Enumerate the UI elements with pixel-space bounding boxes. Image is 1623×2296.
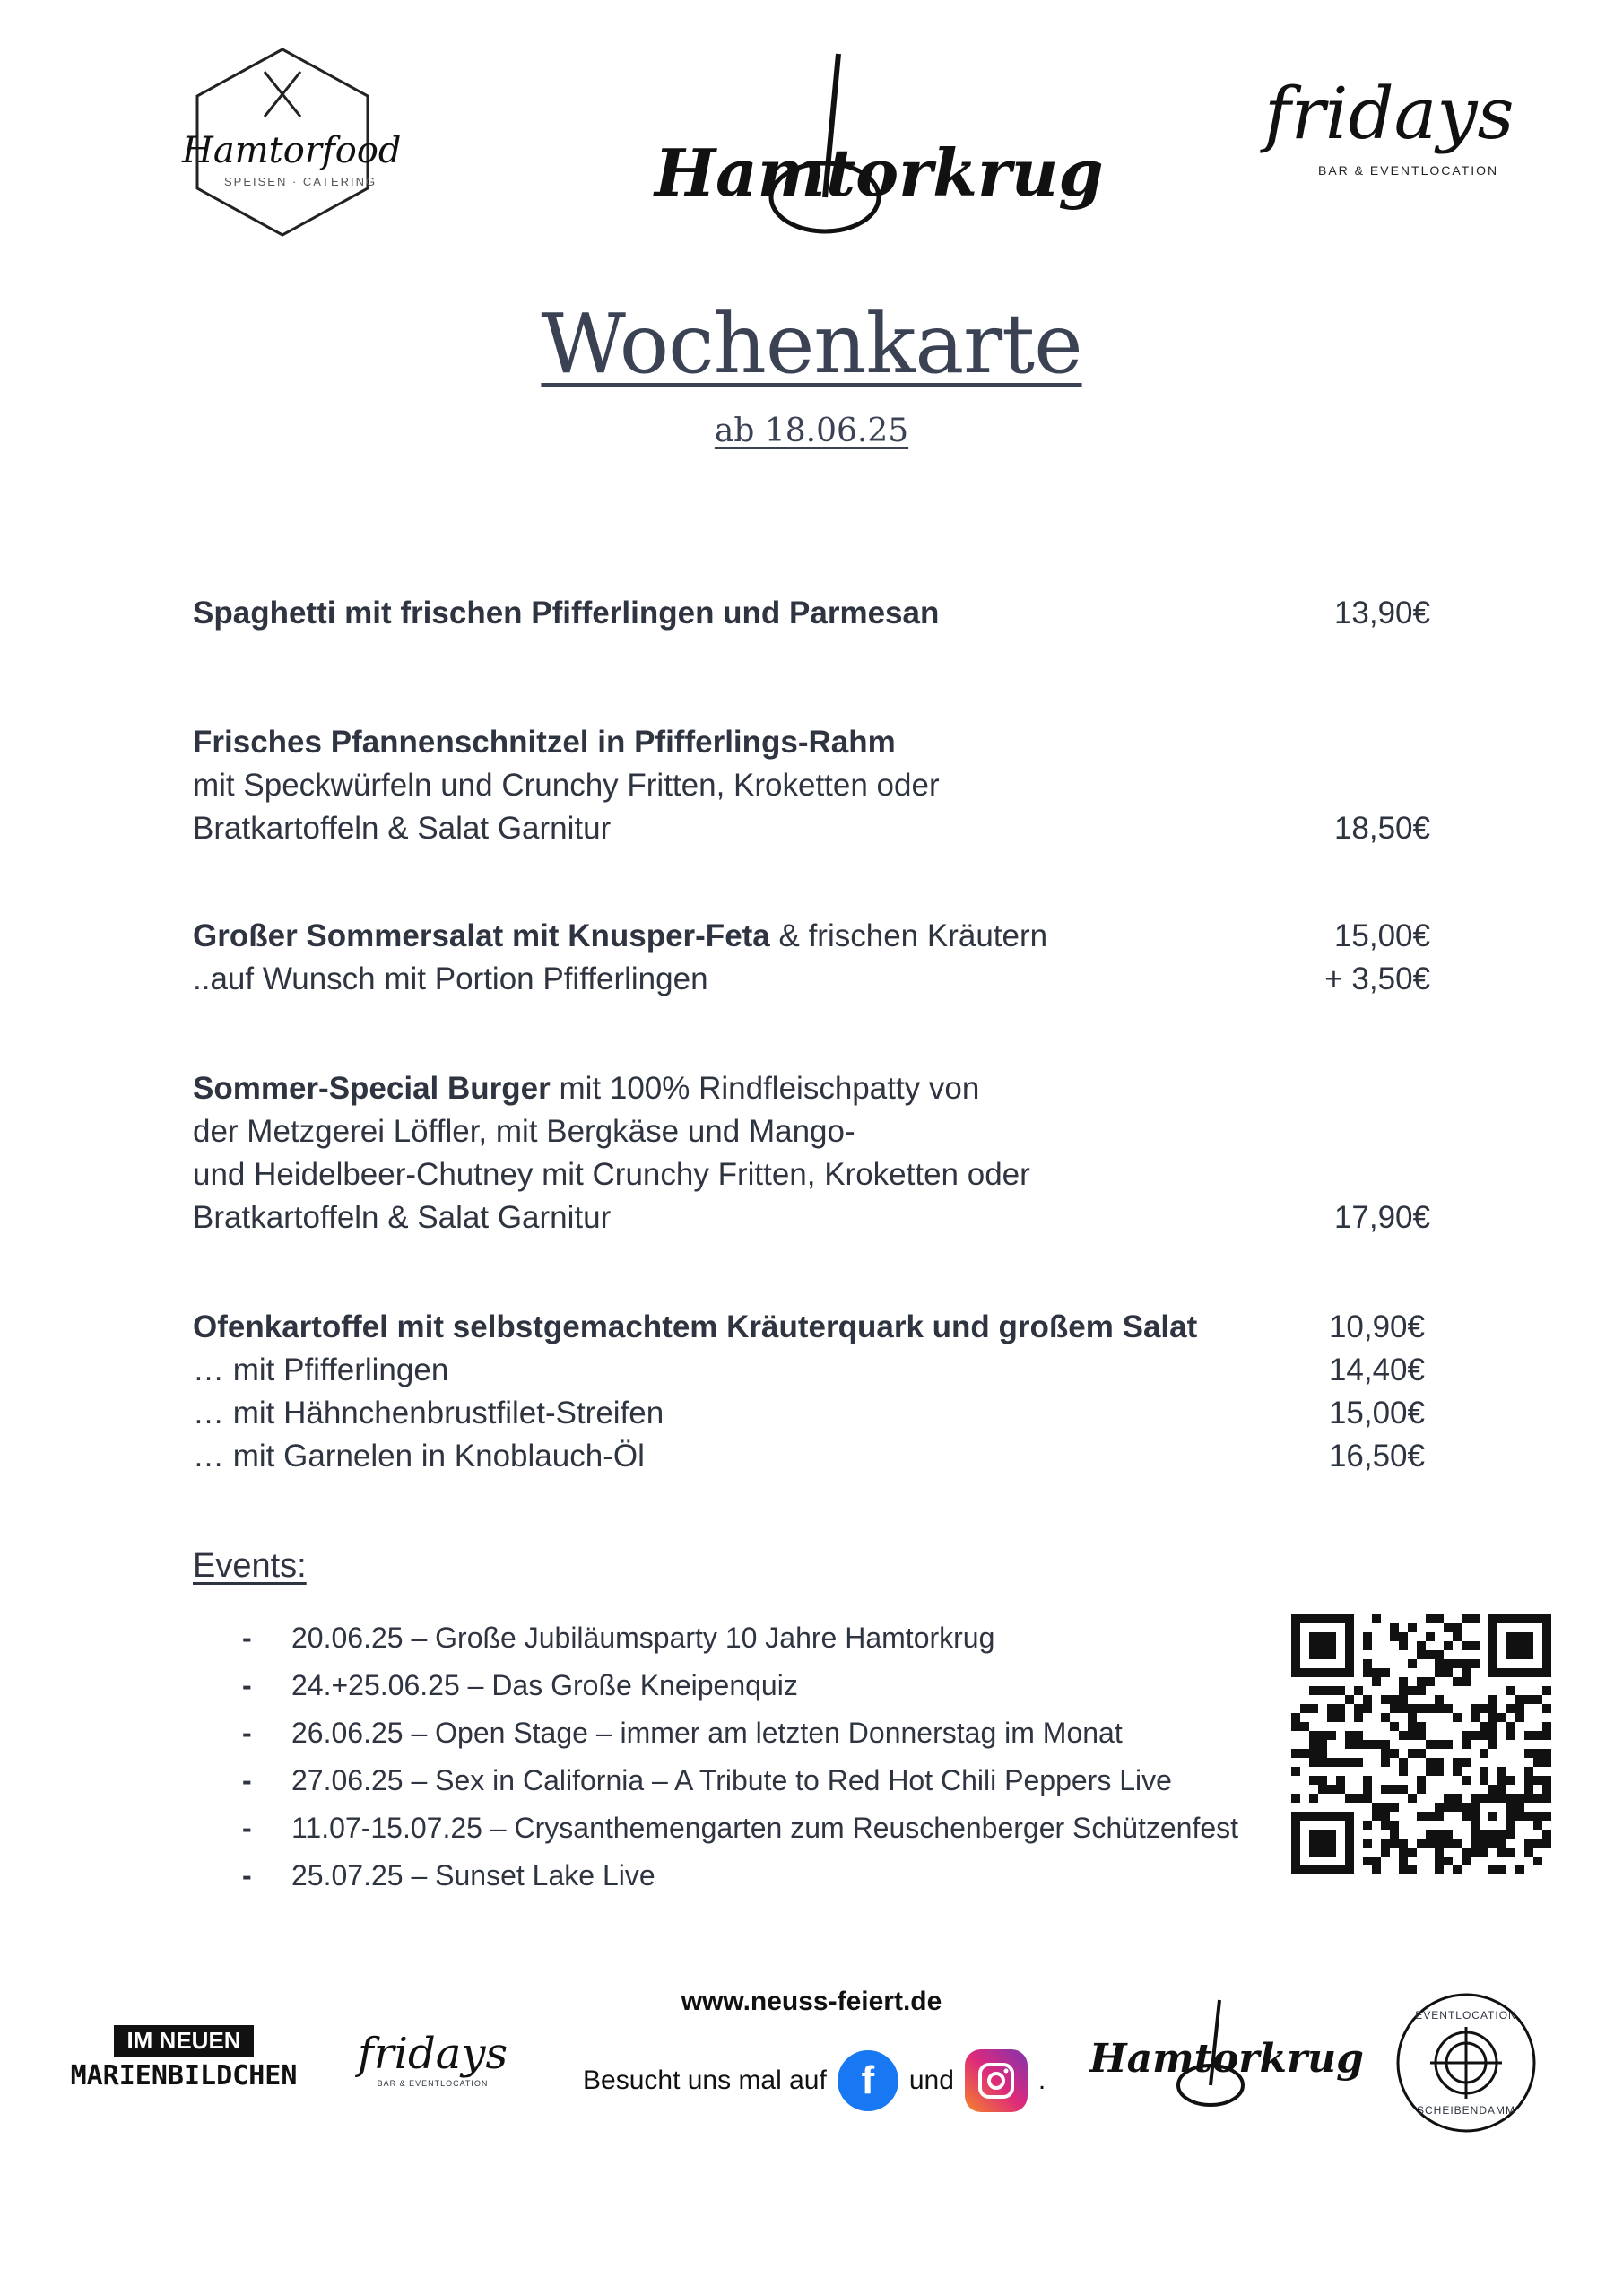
dish-text: ..auf Wunsch mit Portion Pfifferlingen	[193, 961, 708, 996]
event-text: 11.07-15.07.25 – Crysanthemengarten zum Reuschenberger Schützenfest	[291, 1812, 1239, 1844]
dish-text: mit Speckwürfeln und Crunchy Fritten, Kroketten oder	[193, 768, 940, 803]
menu-item	[193, 721, 1430, 850]
dish-price: 10,90€	[1328, 1309, 1425, 1344]
hamtorkrug-logo	[646, 36, 1104, 260]
marienbildchen-logo	[63, 2018, 305, 2099]
marienbildchen-top: IM NEUEN	[114, 2025, 253, 2057]
menu-line	[193, 807, 1430, 850]
dish-price: 13,90€	[1333, 596, 1430, 631]
event-item	[242, 1662, 1282, 1709]
dish-price: 18,50€	[1333, 811, 1430, 846]
fridays-name: fridays	[1264, 72, 1515, 155]
dish-price: 15,00€	[1333, 918, 1430, 953]
fridays-sub: BAR & EVENTLOCATION	[1318, 163, 1499, 178]
menu-line	[193, 764, 1430, 807]
dish-text: und Heidelbeer-Chutney mit Crunchy Fritten, Kroketten oder	[193, 1157, 1030, 1192]
menu-line	[193, 958, 1430, 1001]
dish-price	[1287, 764, 1430, 807]
event-dash: -	[242, 1859, 252, 1892]
dish-title: Ofenkartoffel mit selbstgemachtem Kräuterquark und großem Salat	[193, 1309, 1198, 1344]
event-dash: -	[242, 1717, 252, 1749]
social-line	[583, 2049, 1046, 2112]
dish-price: 16,50€	[1328, 1439, 1425, 1474]
fridays-footer-name: fridays	[357, 2029, 508, 2079]
event-item	[242, 1805, 1282, 1852]
dish-title: Sommer-Special Burger	[193, 1071, 551, 1106]
menu-line	[193, 1067, 1430, 1110]
hamtorfood-logo	[175, 40, 402, 242]
hamtorfood-name: Hamtorfood	[182, 130, 402, 171]
dish-text: Bratkartoffeln & Salat Garnitur	[193, 1200, 612, 1235]
dish-price: 14,40€	[1328, 1352, 1425, 1387]
social-text: Besucht uns mal auf	[583, 2066, 827, 2095]
event-text: 25.07.25 – Sunset Lake Live	[291, 1859, 655, 1892]
eventlocation-top: EVENTLOCATION	[1415, 2009, 1517, 2022]
event-text: 26.06.25 – Open Stage – immer am letzten Donnerstag im Monat	[291, 1717, 1123, 1749]
hamtorfood-sub: SPEISEN · CATERING	[224, 175, 378, 188]
menu-line	[193, 592, 1430, 635]
dish-text: … mit Pfifferlingen	[193, 1352, 449, 1387]
menu-line	[193, 1196, 1430, 1239]
menu-line	[193, 1306, 1430, 1349]
menu-line	[193, 1392, 1430, 1435]
dish-price: + 3,50€	[1324, 961, 1430, 996]
dish-text: der Metzgerei Löffler, mit Bergkäse und Mango-	[193, 1114, 855, 1149]
dish-title: Frisches Pfannenschnitzel in Pfifferlings-Rahm	[193, 725, 896, 760]
website-link[interactable]: www.neuss-feiert.de	[681, 1987, 942, 2016]
menu-item	[193, 915, 1430, 1001]
dish-text: & frischen Kräutern	[769, 918, 1048, 953]
menu-item	[193, 1067, 1430, 1239]
hamtorkrug-footer-logo	[1085, 1991, 1364, 2117]
social-and: und	[908, 2066, 954, 2095]
event-dash: -	[242, 1812, 252, 1844]
dish-price	[1287, 721, 1430, 764]
event-item	[242, 1852, 1282, 1900]
event-text: 24.+25.06.25 – Das Große Kneipenquiz	[291, 1669, 798, 1701]
fridays-footer-logo	[354, 2009, 511, 2108]
menu-item	[193, 1306, 1430, 1478]
dish-price	[1287, 1067, 1430, 1110]
dish-price	[1287, 1153, 1430, 1196]
event-dash: -	[242, 1622, 252, 1654]
dish-price	[1287, 1110, 1430, 1153]
dish-price: 15,00€	[1328, 1396, 1425, 1431]
hamtorkrug-name: Hamtorkrug	[655, 135, 1104, 211]
dish-title: Spaghetti mit frischen Pfifferlingen und Parmesan	[193, 596, 940, 631]
event-text: 20.06.25 – Große Jubiläumsparty 10 Jahre Hamtorkrug	[291, 1622, 995, 1654]
event-dash: -	[242, 1764, 252, 1796]
menu-line	[193, 1153, 1430, 1196]
marienbildchen-bottom: MARIENBILDCHEN	[70, 2060, 298, 2092]
events-heading: Events:	[193, 1547, 307, 1585]
menu-list	[193, 592, 1430, 1478]
menu-line	[193, 1349, 1430, 1392]
menu-line	[193, 915, 1430, 958]
page-title: Wochenkarte	[541, 296, 1082, 392]
instagram-icon[interactable]	[965, 2049, 1028, 2112]
fridays-footer-sub: BAR & EVENTLOCATION	[377, 2079, 489, 2088]
dish-text: mit 100% Rindfleischpatty von	[550, 1071, 980, 1106]
event-dash: -	[242, 1669, 252, 1701]
dish-text: Bratkartoffeln & Salat Garnitur	[193, 811, 612, 846]
menu-line	[193, 1435, 1430, 1478]
qr-code[interactable]	[1291, 1614, 1551, 1874]
eventlocation-logo	[1394, 1991, 1538, 2135]
facebook-icon[interactable]: f	[838, 2050, 898, 2111]
menu-item	[193, 592, 1430, 635]
event-item	[242, 1614, 1282, 1662]
event-item	[242, 1709, 1282, 1757]
dish-text: … mit Garnelen in Knoblauch-Öl	[193, 1439, 645, 1474]
dish-text: … mit Hähnchenbrustfilet-Streifen	[193, 1396, 664, 1431]
menu-line	[193, 721, 1430, 764]
menu-line	[193, 1110, 1430, 1153]
page-subtitle: ab 18.06.25	[714, 413, 909, 449]
fridays-logo	[1219, 36, 1515, 224]
event-item	[242, 1757, 1282, 1805]
event-text: 27.06.25 – Sex in California – A Tribute to Red Hot Chili Peppers Live	[291, 1764, 1172, 1796]
hamtorkrug-footer-name: Hamtorkrug	[1089, 2036, 1364, 2082]
dish-title: Großer Sommersalat mit Knusper-Feta	[193, 918, 770, 953]
social-end: .	[1037, 2066, 1046, 2095]
events-list	[242, 1614, 1282, 1900]
dish-price: 17,90€	[1333, 1200, 1430, 1235]
eventlocation-bottom: SCHEIBENDAMM	[1416, 2104, 1515, 2117]
